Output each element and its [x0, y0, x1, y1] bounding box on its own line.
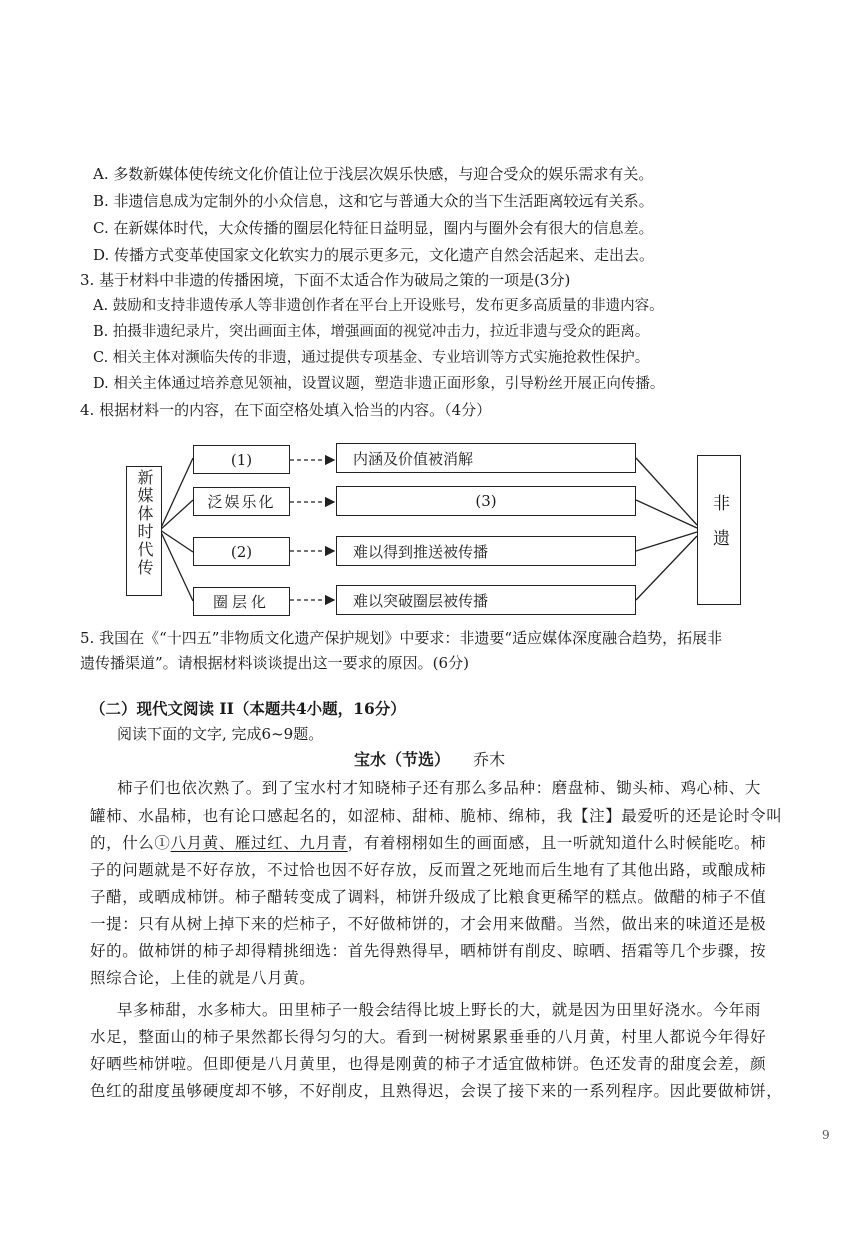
q5-line-2: 遗传播渠道”。请根据材料谈谈提出这一要求的原因。(6分)	[80, 654, 469, 672]
diagram-effect-1	[336, 443, 636, 473]
diagram-cause-1-label: (1)	[230, 450, 253, 469]
q3-option-b: B. 拍摄非遗纪录片，突出画面主体，增强画面的视觉冲击力，拉近非遗与受众的距离。	[93, 324, 650, 340]
passage-title-row	[354, 750, 505, 770]
diagram-effect-4	[336, 585, 636, 615]
diagram-effect-2	[336, 486, 636, 516]
diagram-cause-4-label: 圈层化	[212, 593, 270, 611]
p2-line-4: 色红的甜度虽够硬度却不够，不好削皮，且熟得迟，会误了接下来的一系列程序。因此要做柿饼，	[90, 1082, 783, 1100]
q3-option-d: D. 相关主体通过培养意见领袖，设置议题，塑造非遗正面形象，引导粉丝开展正向传播。	[93, 376, 665, 392]
page-number: 9	[822, 1128, 830, 1142]
q2-option-a: A. 多数新媒体使传统文化价值让位于浅层次娱乐快感，与迎合受众的娱乐需求有关。	[93, 165, 654, 183]
q3-stem: 3. 基于材料中非遗的传播困境，下面不太适合作为破局之策的一项是(3分)	[80, 271, 571, 289]
q3-option-c: C. 相关主体对濒临失传的非遗，通过提供专项基金、专业培训等方式实施抢救性保护。	[93, 350, 650, 366]
p1-line-3	[90, 833, 766, 853]
section-heading: （二）现代文阅读 II（本题共4小题，16分）	[90, 699, 406, 718]
p1-line-4: 子的问题就是不好存放，不过恰也因不好存放，反而置之死地而后生地有了其他出路，或酿成柿	[90, 861, 767, 879]
p1-line-8: 照综合论，上佳的就是八月黄。	[90, 969, 316, 987]
q4-stem: 4. 根据材料一的内容，在下面空格处填入恰当的内容。（4分）	[80, 401, 492, 419]
p1-line-3-pre: 的，什么①	[90, 834, 171, 852]
diagram-left-box	[126, 466, 162, 596]
diagram-effect-1-label: 内涵及价值被消解	[353, 449, 474, 468]
diagram-effect-2-label: (3)	[475, 492, 497, 510]
diagram-cause-3-label: (2)	[230, 542, 253, 561]
q2-option-d: D. 传播方式变革使国家文化软实力的展示更多元，文化遗产自然会活起来、走出去。	[93, 246, 655, 264]
diagram-right-label: 非遗	[709, 494, 729, 564]
p2-line-1: 早多柿甜，水多柿大。田里柿子一般会结得比坡上野长的大，就是因为田里好浇水。今年雨	[117, 1001, 762, 1019]
diagram-effect-3	[336, 536, 636, 566]
diagram-cause-3	[193, 537, 290, 566]
diagram-left-label: 新媒体时代传	[135, 469, 154, 577]
diagram-cause-1	[193, 445, 290, 474]
q2-option-b: B. 非遗信息成为定制外的小众信息，这和它与普通大众的当下生活距离较远有关系。	[93, 192, 654, 210]
q2-option-c: C. 在新媒体时代，大众传播的圈层化特征日益明显，圈内与圈外会有很大的信息差。	[93, 219, 654, 237]
p1-line-6: 一提：只有从树上掉下来的烂柿子，不好做柿饼的，才会用来做醋。当然，做出来的味道还是极	[90, 915, 767, 933]
diagram-effect-4-label: 难以突破圈层被传播	[353, 591, 489, 610]
p1-line-1: 柿子们也依次熟了。到了宝水村才知晓柿子还有那么多品种：磨盘柿、锄头柿、鸡心柿、大	[117, 779, 762, 797]
q5-line-1: 5. 我国在《“十四五”非物质文化遗产保护规划》中要求：非遗要“适应媒体深度融合趋势，拓展非	[80, 629, 723, 647]
diagram-cause-2	[193, 487, 290, 516]
p1-underlined-phrase: 八月黄、雁过红、九月青	[170, 834, 348, 852]
diagram-cause-4	[193, 587, 290, 616]
p2-line-3: 好晒些柿饼啦。但即便是八月黄里，也得是刚黄的柿子才适宜做柿饼。色还发青的甜度会差，颜	[90, 1055, 767, 1073]
diagram-cause-2-label: 泛娱乐化	[207, 493, 276, 511]
passage-title: 宝水（节选）	[354, 750, 451, 769]
passage-author: 乔木	[473, 750, 506, 769]
p1-line-2: 罐柿、水晶柿，也有论口感起名的，如涩柿、甜柿、脆柿、绵柿，我【注】最爱听的还是论时令叫	[90, 807, 783, 825]
p1-line-3-post: ，有着栩栩如生的画面感，且一听就知道什么时候能吃。柿	[347, 834, 767, 852]
p1-line-7: 好的。做柿饼的柿子却得精挑细选：首先得熟得早，晒柿饼有削皮、晾晒、捂霜等几个步骤，按	[90, 942, 767, 960]
reading-instruction: 阅读下面的文字, 完成6~9题。	[117, 725, 324, 743]
diagram-right-box	[697, 455, 741, 605]
p1-line-5: 子醋，或晒成柿饼。柿子醋转变成了调料，柿饼升级成了比粮食更稀罕的糕点。做醋的柿子不值	[90, 888, 767, 906]
q3-option-a: A. 鼓励和支持非遗传承人等非遗创作者在平台上开设账号，发布更多高质量的非遗内容。	[93, 298, 664, 314]
diagram-effect-3-label: 难以得到推送被传播	[353, 542, 489, 561]
p2-line-2: 水足，整面山的柿子果然都长得匀匀的大。看到一树树累累垂垂的八月黄，村里人都说今年得好	[90, 1028, 767, 1046]
